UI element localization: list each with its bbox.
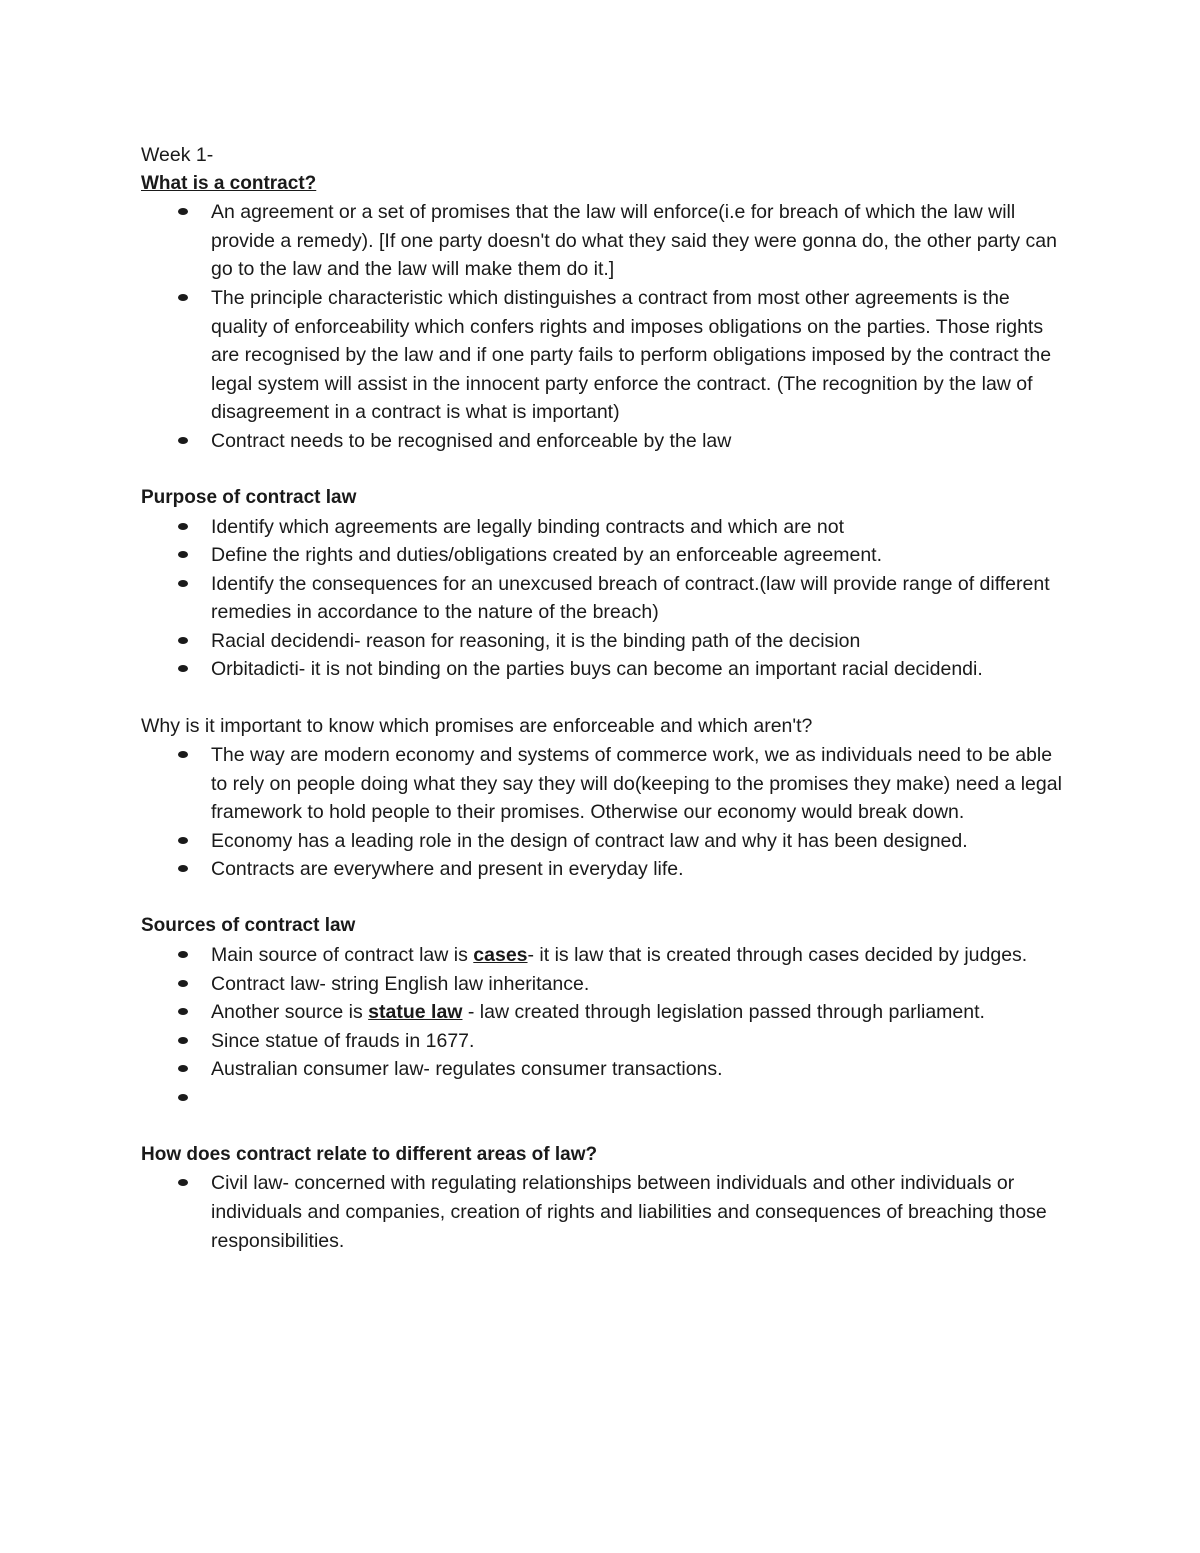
emphasis-statue-law: statue law [368, 1001, 463, 1024]
heading-sources-of-contract-law: Sources of contract law [141, 915, 356, 937]
list-item-empty [141, 1084, 1071, 1112]
bullet-icon [178, 294, 188, 301]
heading-purpose-of-contract-law: Purpose of contract law [141, 486, 357, 508]
list-item: Contracts are everywhere and present in everyday life. [141, 855, 1071, 884]
list-item: An agreement or a set of promises that the law will enforce(i.e for breach of which the law will provide a remedy). [If one party doesn't do what they said they were gonna do, the other party can go to the law and the law will make them do it.] [141, 198, 1071, 284]
bullet-icon [178, 551, 188, 558]
week-label: Week 1- [141, 144, 214, 166]
bullet-icon [178, 580, 188, 587]
list-item: Define the rights and duties/obligations created by an enforceable agreement. [141, 541, 1071, 570]
blank-line [141, 1112, 1071, 1140]
bullet-icon [178, 523, 188, 530]
bullet-icon [178, 837, 188, 844]
list-item: Another source is statue law - law created through legislation passed through parliament. [141, 998, 1071, 1027]
bullet-icon [178, 637, 188, 644]
list-relate [141, 1169, 1071, 1255]
bullet-icon [178, 1008, 188, 1015]
list-what-is-a-contract [141, 198, 1071, 455]
bullet-icon [178, 865, 188, 872]
list-item: Identify which agreements are legally binding contracts and which are not [141, 513, 1071, 542]
bullet-icon [178, 980, 188, 987]
blank-line [141, 884, 1071, 912]
list-item: Orbitadicti- it is not binding on the parties buys can become an important racial decidendi. [141, 655, 1071, 684]
heading-what-is-a-contract: What is a contract? [141, 172, 317, 194]
emphasis-cases: cases [473, 944, 528, 967]
list-item: Identify the consequences for an unexcused breach of contract.(law will provide range of different remedies in accordance to the nature of the breach) [141, 570, 1071, 627]
list-why-important [141, 741, 1071, 884]
list-item: Contract needs to be recognised and enforceable by the law [141, 427, 1071, 456]
bullet-icon [178, 1094, 188, 1101]
bullet-icon [178, 437, 188, 444]
heading-how-does-contract-relate: How does contract relate to different areas of law? [141, 1143, 598, 1165]
bullet-icon [178, 751, 188, 758]
list-item: The principle characteristic which distinguishes a contract from most other agreements is the quality of enforceability which confers rights and imposes obligations on the parties. Those rights are recognised by the law and if one party fails to perform obligations imposed by the contract the legal system will assist in the innocent party enforce the contract. (The recognition by the law of disagreement in a contract is what is important) [141, 284, 1071, 427]
list-item: Main source of contract law is cases- it is law that is created through cases decided by judges. [141, 941, 1071, 970]
list-item: The way are modern economy and systems of commerce work, we as individuals need to be able to rely on people doing what they say they will do(keeping to the promises they make) need a legal framework to hold people to their promises. Otherwise our economy would break down. [141, 741, 1071, 827]
bullet-icon [178, 208, 188, 215]
bullet-icon [178, 1037, 188, 1044]
bullet-icon [178, 951, 188, 958]
list-item: Economy has a leading role in the design of contract law and why it has been designed. [141, 827, 1071, 856]
list-item: Contract law- string English law inheritance. [141, 970, 1071, 999]
document-page [141, 141, 1071, 1255]
list-purpose [141, 513, 1071, 685]
list-item: Civil law- concerned with regulating relationships between individuals and other individuals or individuals and companies, creation of rights and liabilities and consequences of breaching those responsibilities. [141, 1169, 1071, 1255]
bullet-icon [178, 1065, 188, 1072]
list-sources [141, 941, 1071, 1112]
bullet-icon [178, 1179, 188, 1186]
list-item: Racial decidendi- reason for reasoning, it is the binding path of the decision [141, 627, 1071, 656]
list-item: Australian consumer law- regulates consumer transactions. [141, 1055, 1071, 1084]
blank-line [141, 456, 1071, 484]
blank-line [141, 684, 1071, 712]
list-item: Since statue of frauds in 1677. [141, 1027, 1071, 1056]
question-why-important: Why is it important to know which promises are enforceable and which aren't? [141, 715, 813, 738]
bullet-icon [178, 665, 188, 672]
